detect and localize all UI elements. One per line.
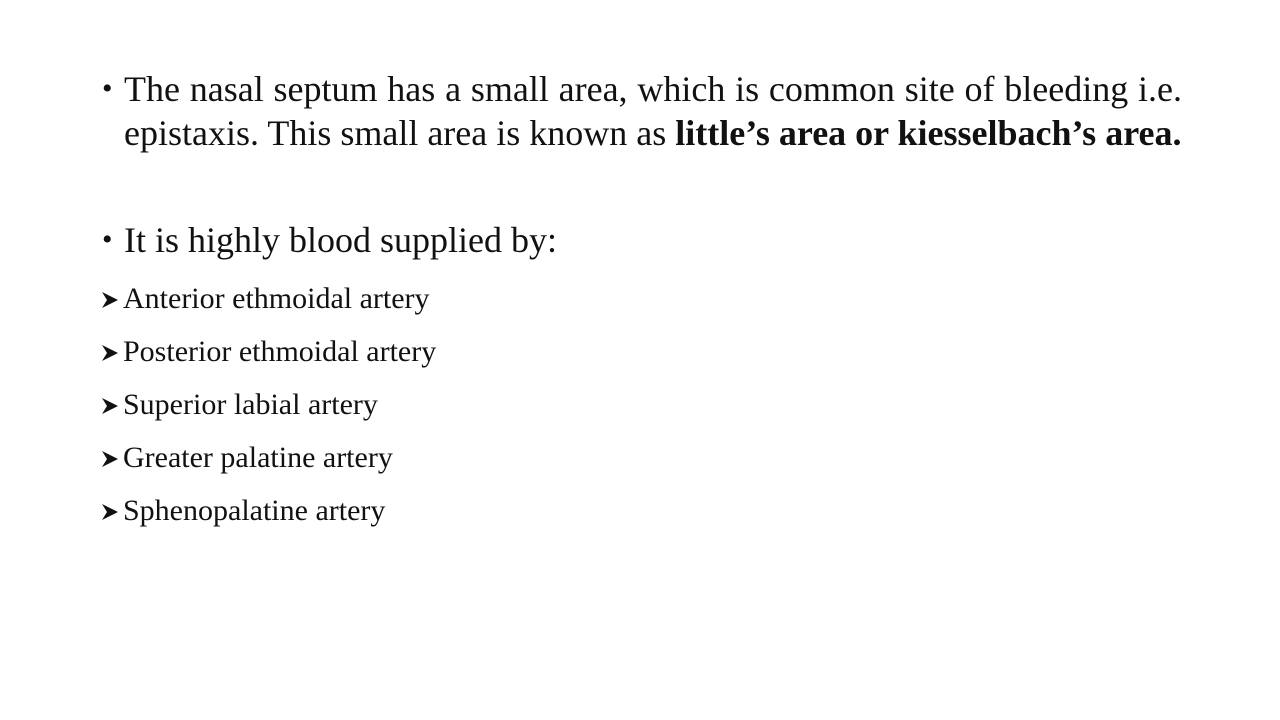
bullet-text-regular: The nasal septum has a small area, which is common site of bleeding i.e. epistaxis. This small area is known as [124,69,1182,153]
list-item [100,438,900,491]
artery-label: Sphenopalatine artery [123,494,386,527]
bullet-dot-icon: • [102,72,113,105]
artery-label: Anterior ethmoidal artery [123,282,430,315]
list-item [100,385,900,438]
list-item [100,332,900,385]
arrowhead-bullet-icon [100,396,120,416]
bullet-dot-icon: • [102,223,113,256]
bullet-item-septum [96,67,1182,155]
arrowhead-bullet-icon [100,343,120,363]
bullet-text-bold: little’s area or kiesselbach’s area. [675,113,1182,153]
list-item [100,279,900,332]
bullet-text [124,67,1182,155]
arrowhead-bullet-icon [100,449,120,469]
arrowhead-bullet-icon [100,290,120,310]
artery-list [100,279,900,544]
artery-label: Posterior ethmoidal artery [123,335,437,368]
bullet-item-blood-supply [96,218,1182,262]
bullet-text: It is highly blood supplied by: [124,220,558,260]
list-item [100,491,900,544]
arrowhead-bullet-icon [100,502,120,522]
artery-label: Greater palatine artery [123,441,393,474]
artery-label: Superior labial artery [123,388,378,421]
